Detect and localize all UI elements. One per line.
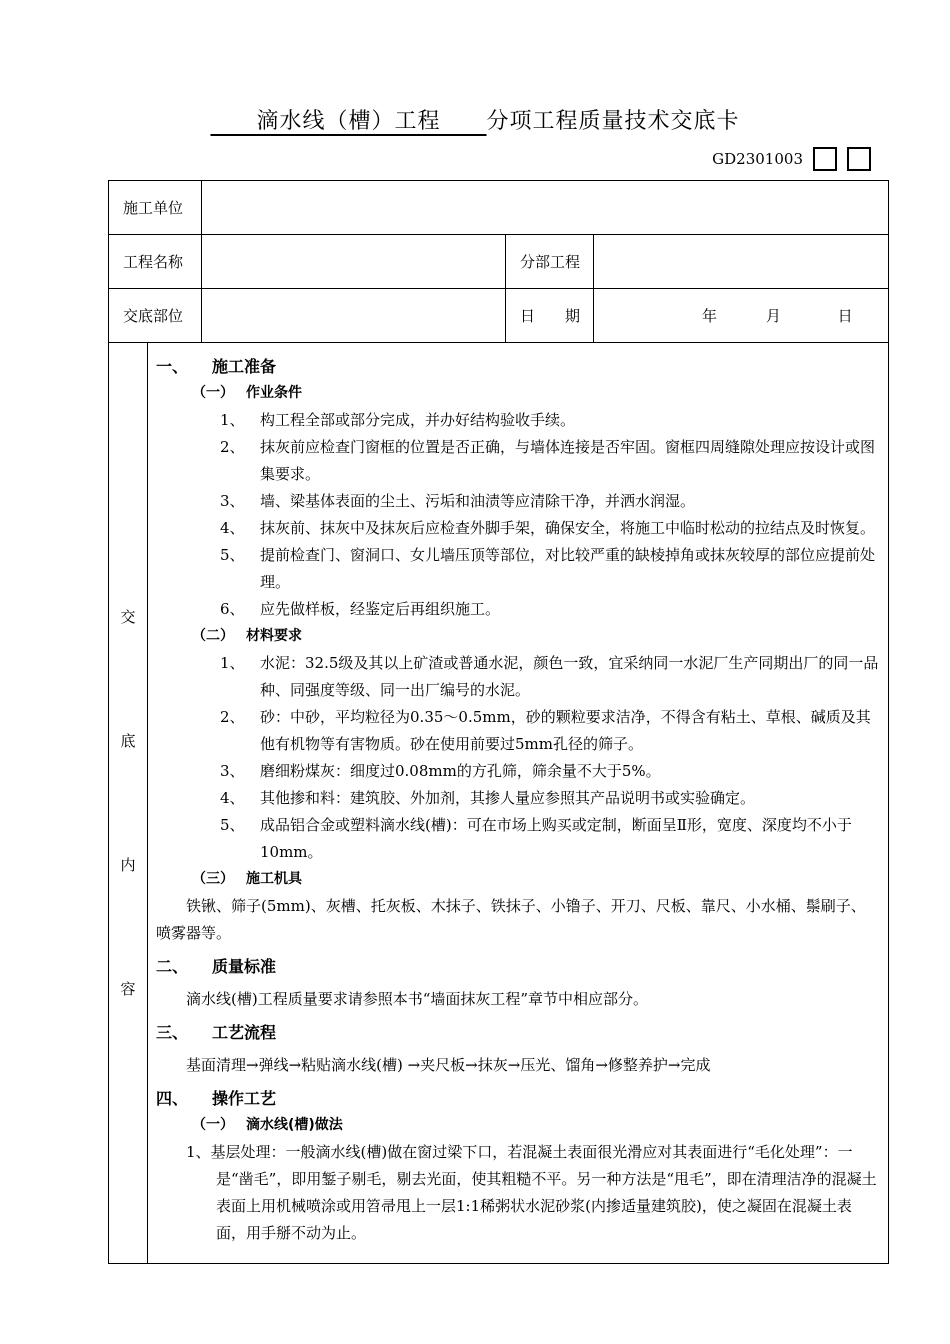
doc-code: GD2301003 — [712, 150, 803, 168]
division-label: 分部工程 — [506, 235, 594, 289]
row-unit — [109, 181, 889, 235]
unit-value[interactable] — [202, 181, 889, 235]
side-char: 容 — [120, 980, 136, 998]
title-suffix: 分项工程质量技术交底卡 — [486, 109, 740, 134]
page-title — [0, 104, 950, 135]
doc-code-row — [712, 147, 871, 171]
list-item: 3、 墙、梁基体表面的尘土、污垢和油渍等应清除干净，并洒水润湿。 — [220, 492, 696, 510]
side-char: 内 — [120, 856, 136, 874]
date-month: 月 — [765, 307, 781, 325]
section-4-1-heading: （一） 滴水线(槽)做法 — [192, 1117, 343, 1133]
checkbox-2[interactable] — [847, 147, 871, 171]
list-item: 4、 其他掺和料：建筑胶、外加剂，其掺人量应参照其产品说明书或实验确定。 — [220, 789, 756, 807]
section-1-1-heading: （一） 作业条件 — [192, 385, 302, 401]
project-value[interactable] — [202, 235, 506, 289]
row-location — [109, 289, 889, 343]
section-1-2-heading: （二） 材料要求 — [192, 628, 302, 644]
date-year: 年 — [702, 307, 718, 325]
checkbox-1[interactable] — [813, 147, 837, 171]
project-label: 工程名称 — [109, 235, 202, 289]
unit-label: 施工单位 — [109, 181, 202, 235]
list-item: 1、 水泥：32.5级及其以上矿渣或普通水泥，颜色一致，宜采纳同一水泥厂生产同期出厂的同一品种、同强度等级、同一出厂编号的水泥。 — [220, 654, 879, 699]
section-2-heading: 二、 质量标准 — [156, 957, 277, 976]
side-char: 交 — [120, 608, 136, 626]
division-value[interactable] — [594, 235, 889, 289]
side-char: 底 — [120, 732, 136, 750]
list-item: 1、基层处理：一般滴水线(槽)做在窗过梁下口，若混凝土表面很光滑应对其表面进行“毛化处理”：一是“凿毛”，即用錾子剔毛，剔去光面，使其粗糙不平。另一种方法是“甩毛”，即在清理洁净的混凝土表面上用机械喷涂或用笤帚甩上一层1:1稀粥状水泥砂浆(内掺适量建筑胶)，使之凝固在混凝土表面，用手掰不动为止。 — [186, 1143, 877, 1242]
list-item: 2、 抹灰前应检查门窗框的位置是否正确，与墙体连接是否牢固。窗框四周缝隙处理应按设计或图集要求。 — [220, 438, 876, 483]
location-label: 交底部位 — [109, 289, 202, 343]
tools-text: 铁锹、筛子(5mm)、灰槽、托灰板、木抹子、铁抹子、小镥子、开刀、尺板、靠尺、小水桶、鬃刷子、喷雾器等。 — [156, 897, 866, 942]
list-item: 5、 提前检查门、窗洞口、女儿墙压顶等部位，对比较严重的缺棱掉角或抹灰较厚的部位应提前处理。 — [220, 546, 876, 591]
row-content — [109, 343, 889, 1264]
quality-text: 滴水线(槽)工程质量要求请参照本书“墙面抹灰工程”章节中相应部分。 — [186, 990, 649, 1008]
section-4-heading: 四、 操作工艺 — [156, 1089, 277, 1108]
list-item: 6、 应先做样板，经鉴定后再组织施工。 — [220, 600, 501, 618]
date-label: 日 期 — [506, 289, 594, 343]
list-item: 3、 磨细粉煤灰：细度过0.08mm的方孔筛，筛余量不大于5%。 — [220, 762, 661, 780]
list-item: 5、 成品铝合金或塑料滴水线(槽)：可在市场上购买或定制，断面呈Ⅱ形，宽度、深度均不小于10mm。 — [220, 816, 852, 861]
section-1-3-heading: （三） 施工机具 — [192, 871, 302, 887]
disclosure-form — [108, 180, 889, 1264]
list-item: 4、 抹灰前、抹灰中及抹灰后应检查外脚手架，确保安全，将施工中临时松动的拉结点及时恢复。 — [220, 519, 876, 537]
date-value[interactable] — [594, 289, 889, 343]
title-main: 滴水线（槽）工程 — [256, 109, 441, 134]
row-project — [109, 235, 889, 289]
content-body — [148, 343, 889, 1264]
section-1-heading: 一、 施工准备 — [156, 357, 277, 376]
location-value[interactable] — [202, 289, 506, 343]
section-3-heading: 三、 工艺流程 — [156, 1023, 277, 1042]
content-side-label — [109, 343, 148, 1264]
process-flow-text: 基面清理→弹线→粘贴滴水线(槽) →夹尺板→抹灰→压光、馏角→修整养护→完成 — [186, 1056, 711, 1074]
date-day: 日 — [837, 307, 853, 325]
list-item: 2、 砂：中砂，平均粒径为0.35～0.5mm，砂的颗粒要求洁净，不得含有粘土、草根、碱质及其他有机物等有害物质。砂在使用前要过5mm孔径的筛子。 — [220, 708, 871, 753]
list-item: 1、 构工程全部或部分完成，并办好结构验收手续。 — [220, 411, 576, 429]
